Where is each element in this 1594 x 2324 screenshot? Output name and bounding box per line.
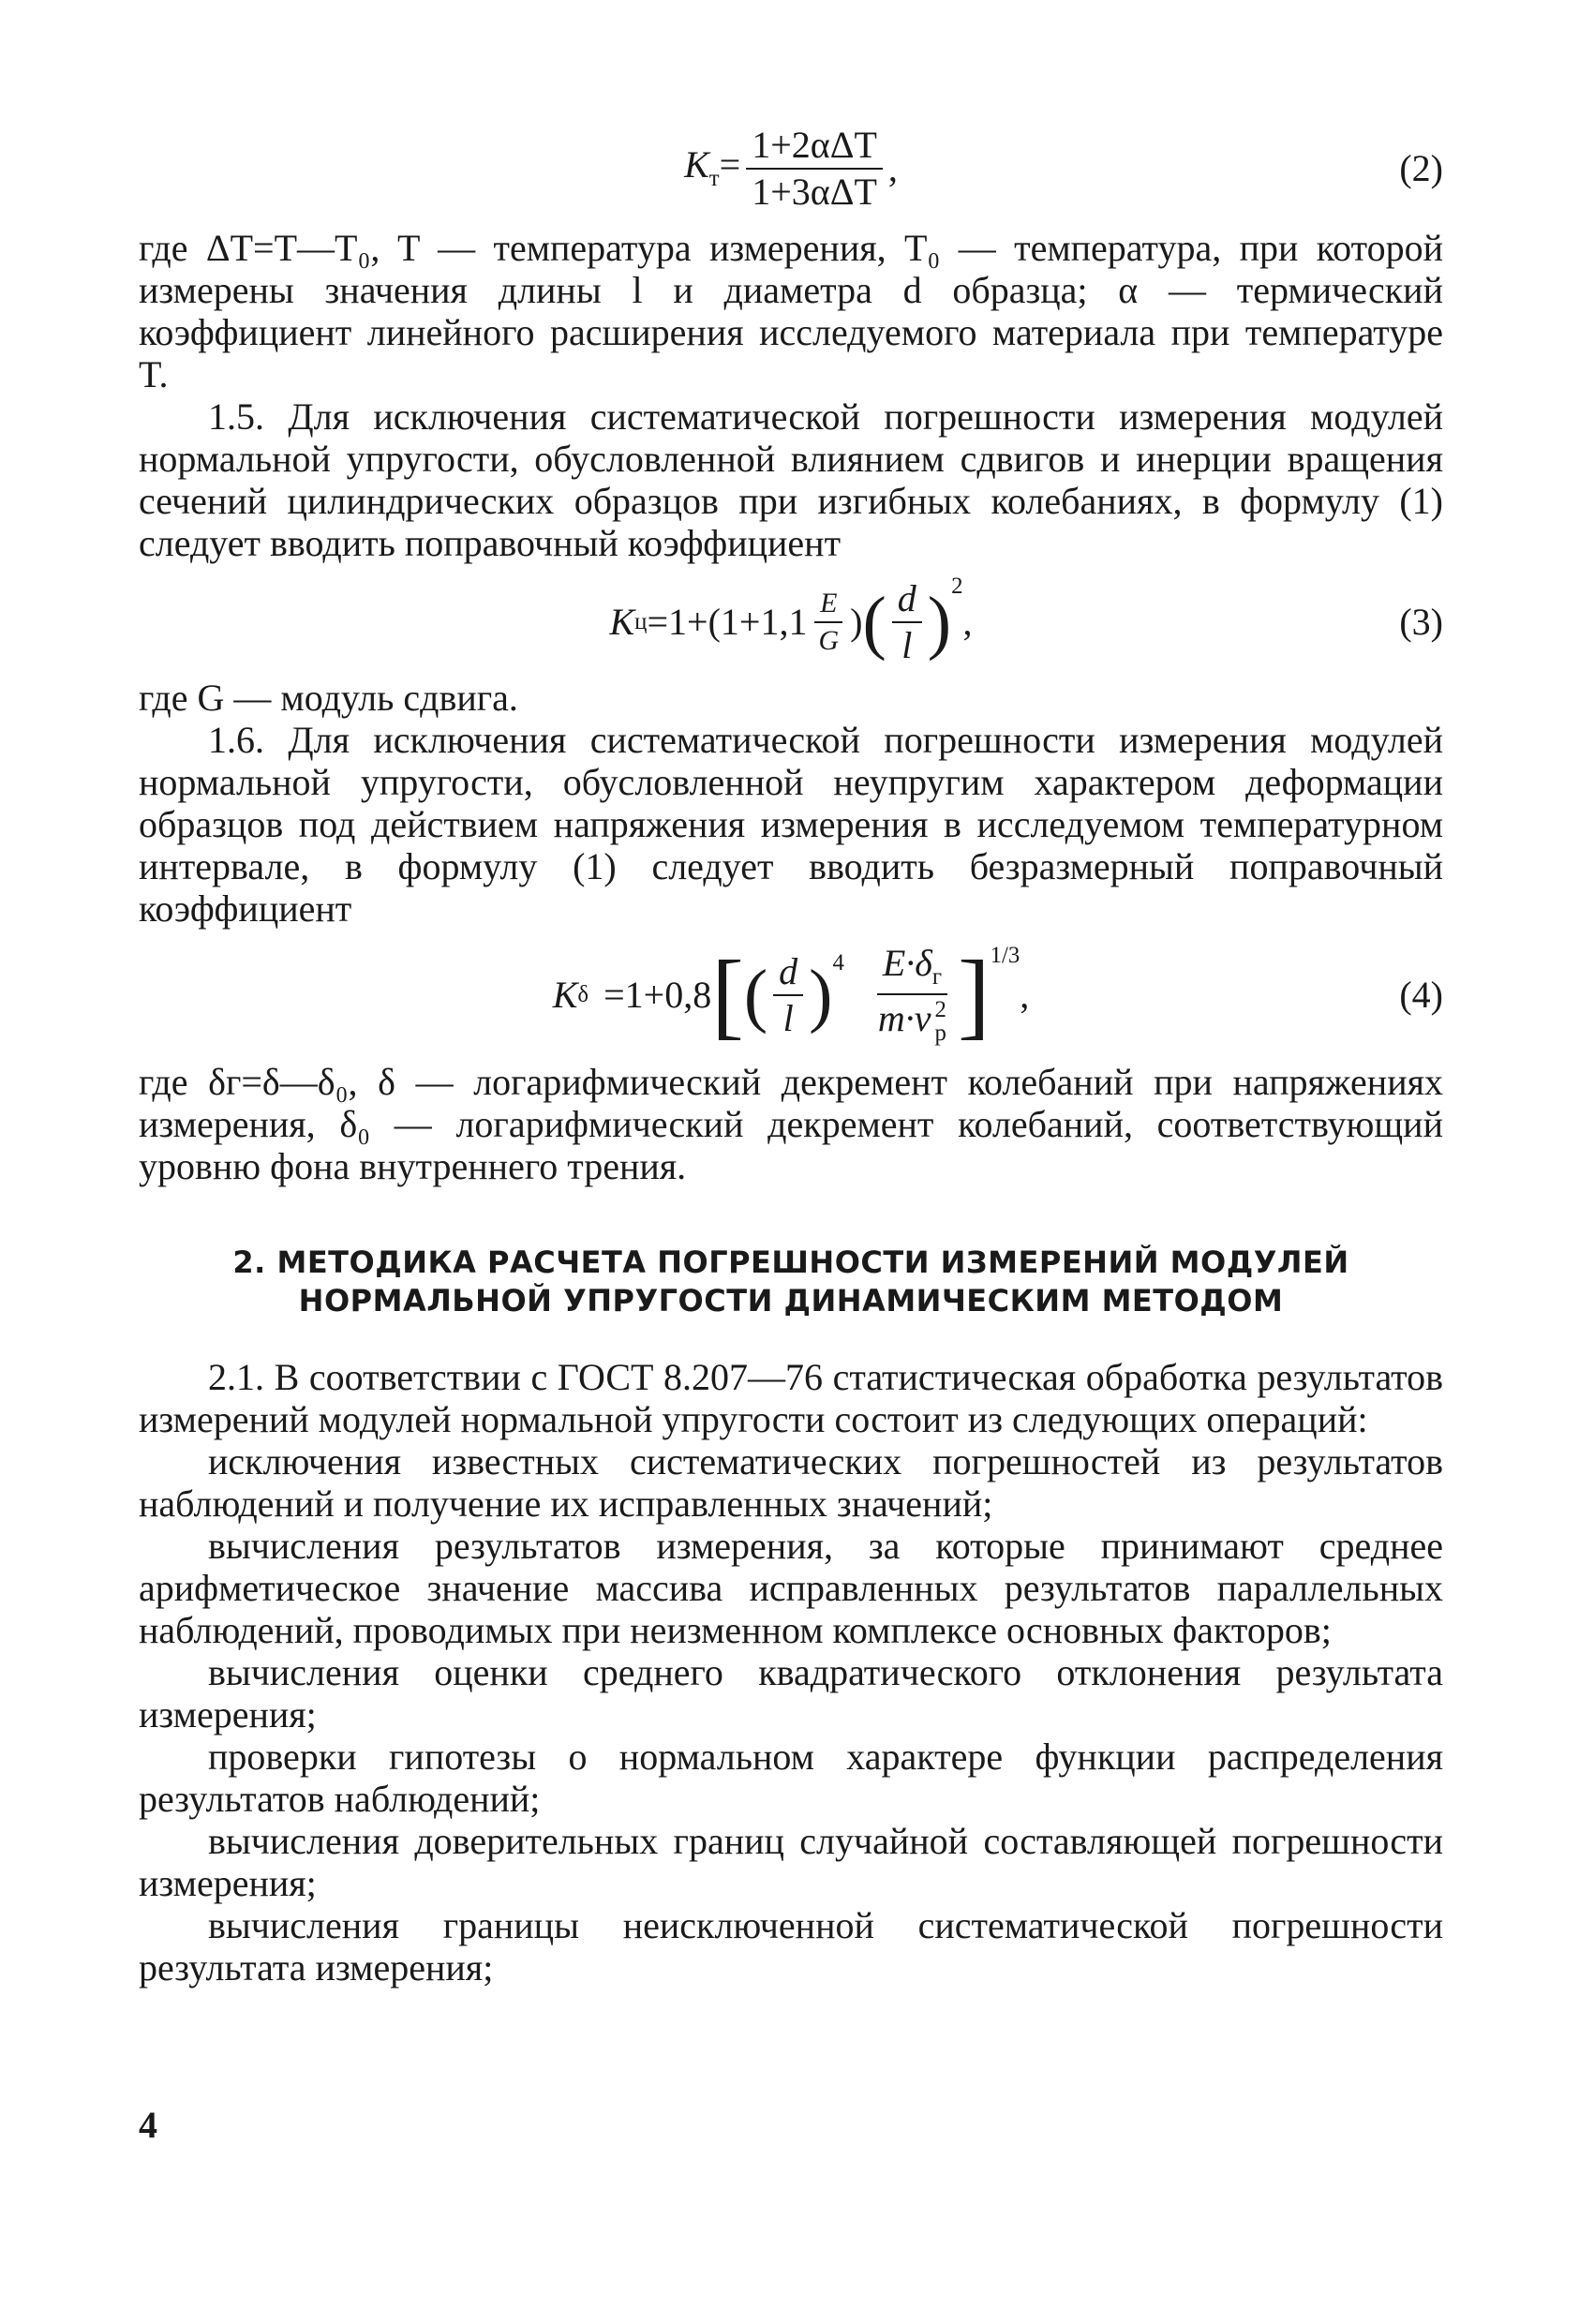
eq3-f2-den: l (901, 624, 913, 666)
eq3-lhs-sub: ц (634, 608, 648, 634)
eq4-power1: 4 (832, 950, 844, 976)
eq3-lhs: K (609, 601, 635, 643)
eq3-trail: , (962, 601, 973, 643)
eq3-paren-open: ( (708, 601, 721, 643)
section-heading (139, 1244, 1443, 1320)
eq4-lhs: K (552, 974, 578, 1016)
list-item: вычисления границы неисключенной систематической погрешности результата измерения; (139, 1904, 1443, 1989)
paragraph-1-5: 1.5. Для исключения систематической погрешности измерения модулей нормальной упругости, обусловленной влиянием сдвигов и инерции вращения сечений цилиндрических образцов при изгибных колебаниях, в формулу (1) следует вводить поправочный коэффициент (139, 395, 1443, 564)
paragraph-where-delta-t: где ΔT=T—T₀, T — температура измерения, T₀ — температура, при которой измерены значения длины l и диаметра d образца; α — термический коэффициент линейного расширения исследуемого материала при температуре T. (139, 227, 1443, 395)
eq3-paren-close: ) (850, 601, 863, 643)
eq4-f2-den-sub: р (934, 1020, 946, 1046)
paragraph-where-g: где G — модуль сдвига. (139, 677, 518, 719)
eq2-fraction (746, 124, 883, 213)
eq4-part1: =1+0,8 (603, 974, 712, 1016)
operations-list (139, 1440, 1443, 1989)
eq4-f2-den: m·ν (877, 997, 931, 1040)
paragraph-where-delta: где δг=δ—δ₀, δ — логарифмический декремент колебаний при напряжениях измерения, δ₀ — логарифмический декремент колебаний, соответствующий уровню фона внутреннего трения. (139, 1061, 1443, 1187)
eq2-trail: , (887, 147, 898, 189)
eq4-lhs-sub: δ (577, 981, 589, 1007)
eq3-fraction-d-l (892, 577, 922, 666)
eq4-f1-num: d (773, 953, 803, 996)
eq4-f1-den: l (782, 997, 794, 1039)
eq3-power: 2 (951, 574, 963, 599)
equation-2 (139, 122, 1443, 216)
page-number: 4 (139, 2104, 157, 2146)
equation-number-2: (2) (1399, 147, 1443, 189)
equation-4 (139, 939, 1443, 1051)
eq3-f2-num: d (892, 580, 922, 623)
eq4-paren-open: ( (743, 955, 768, 1035)
eq4-fraction-e-delta (872, 942, 952, 1046)
eq4-f2-num-sub: г (931, 964, 943, 991)
eq3-paren2-close: ) (927, 582, 952, 662)
paragraph-1-6: 1.6. Для исключения систематической погрешности измерения модулей нормальной упругости, обусловленной неупругим характером деформации образцов под действием напряжения измерения в исследуемом температурном интервале, в формулу (1) следует вводить безразмерный поправочный коэффициент (139, 719, 1443, 930)
equation-number-4: (4) (1399, 974, 1443, 1016)
eq2-lhs: K (684, 143, 709, 186)
eq4-bracket-close: ] (957, 941, 991, 1050)
equation-number-3: (3) (1399, 601, 1443, 643)
eq3-fraction-e-g (812, 589, 844, 655)
eq2-denominator: 1+3αΔT (752, 171, 877, 213)
page-content (139, 122, 1443, 1989)
list-item: проверки гипотезы о нормальном характере функции распределения результатов наблюдений; (139, 1736, 1443, 1820)
eq4-power2: 1/3 (990, 943, 1020, 968)
list-item: вычисления доверительных границ случайной составляющей погрешности измерения; (139, 1820, 1443, 1904)
eq4-f2-num: E·δ (882, 942, 932, 985)
eq4-f2-den-sup: 2 (934, 997, 946, 1023)
heading-line-2: НОРМАЛЬНОЙ УПРУГОСТИ ДИНАМИЧЕСКИМ МЕТОДОМ (298, 1283, 1284, 1318)
eq4-trail: , (1020, 974, 1030, 1016)
eq2-lhs-sub: т (708, 166, 720, 192)
equation-3 (139, 575, 1443, 669)
eq3-f1-num: E (814, 589, 842, 623)
list-item: исключения известных систематических погрешностей из результатов наблюдений и получение их исправленных значений; (139, 1440, 1443, 1525)
list-item: вычисления оценки среднего квадратического отклонения результата измерения; (139, 1651, 1443, 1736)
eq2-numerator: 1+2αΔT (746, 127, 883, 170)
eq4-fraction-d-l (773, 950, 803, 1039)
eq3-paren2-open: ( (862, 582, 886, 662)
eq2-eq: = (719, 143, 741, 186)
eq3-part2: 1+1,1 (720, 601, 808, 643)
paragraph-2-1: 2.1. В соответствии с ГОСТ 8.207—76 статистическая обработка результатов измерений модулей нормальной упругости состоит из следующих операций: (139, 1356, 1443, 1440)
list-item: вычисления результатов измерения, за которые принимают среднее арифметическое значение массива исправленных результатов параллельных наблюдений, проводимых при неизменном комплексе основных факторов; (139, 1525, 1443, 1651)
eq3-f1-den: G (818, 625, 840, 656)
eq3-part1: =1+ (647, 601, 708, 643)
eq4-paren-close: ) (809, 955, 833, 1035)
eq4-bracket-open: [ (711, 941, 744, 1050)
heading-line-1: 2. МЕТОДИКА РАСЧЕТА ПОГРЕШНОСТИ ИЗМЕРЕНИЙ МОДУЛЕЙ (232, 1244, 1349, 1280)
